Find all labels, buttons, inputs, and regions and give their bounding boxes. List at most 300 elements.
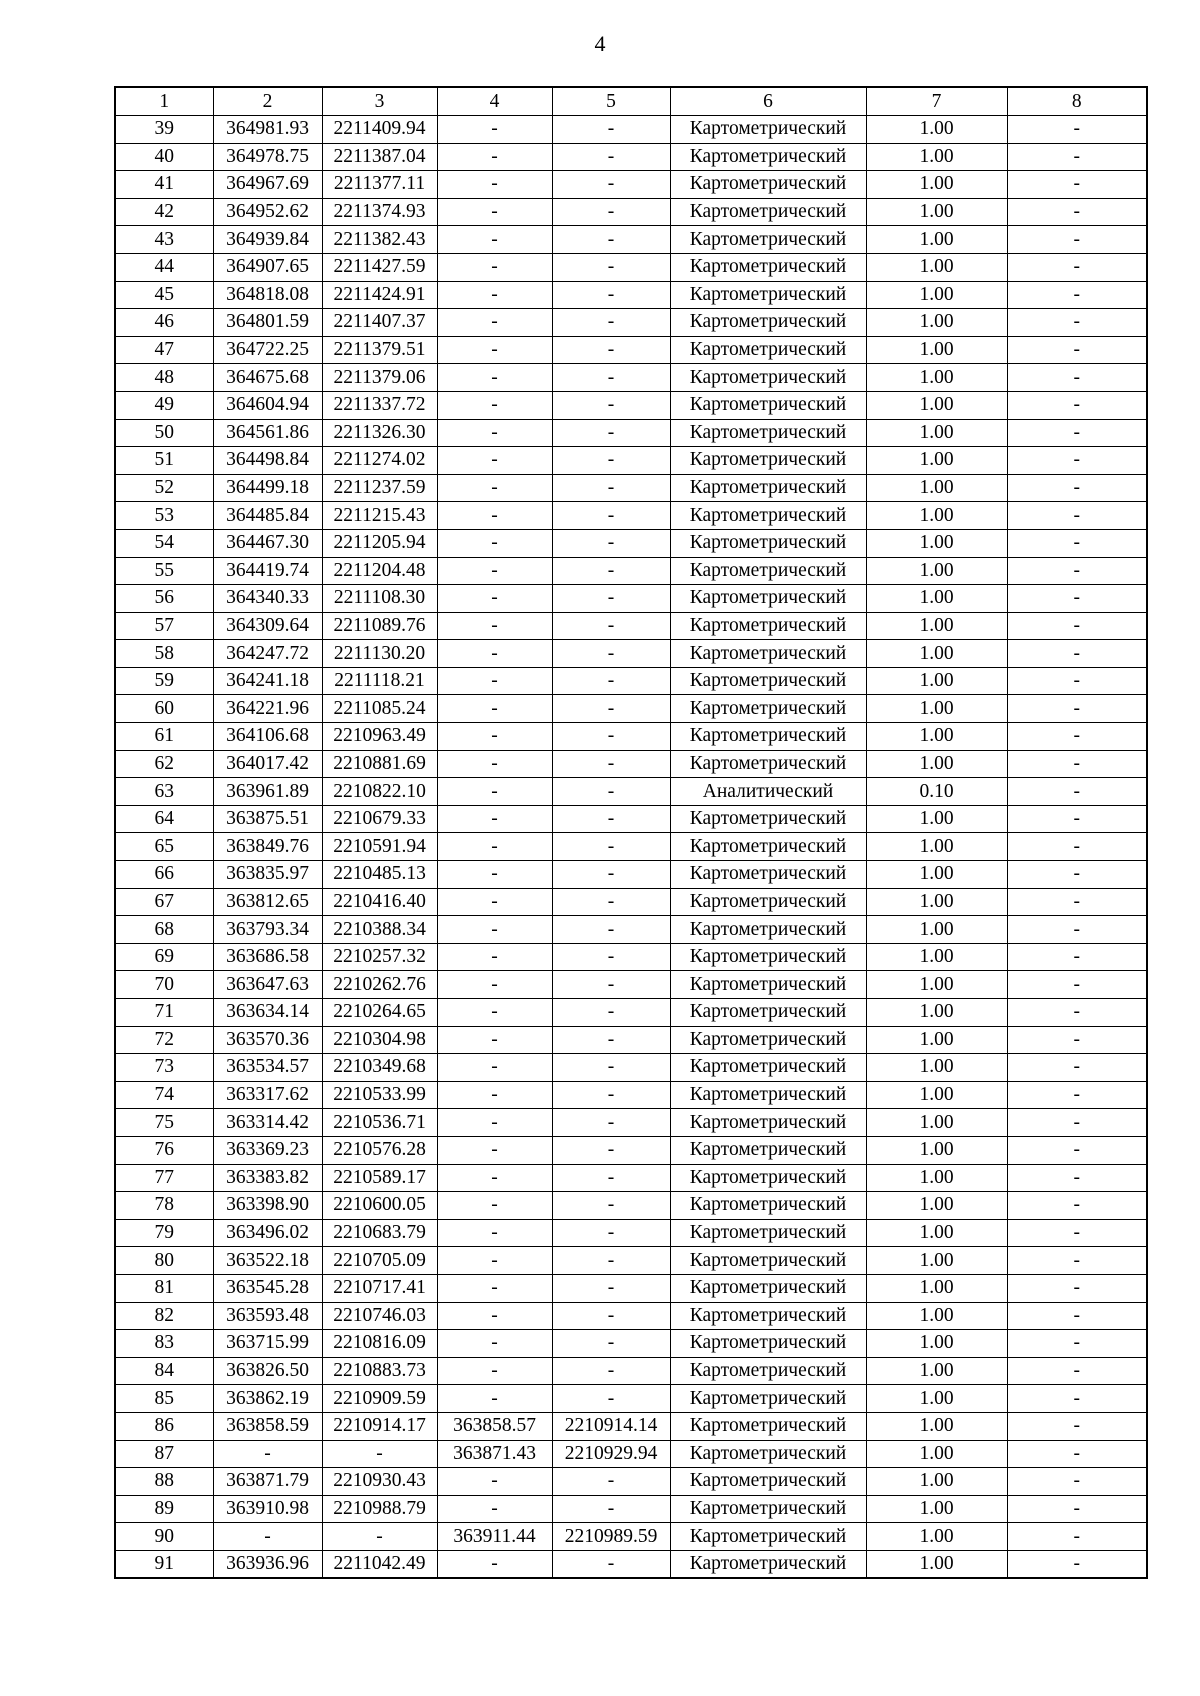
table-row [115,1385,1147,1413]
cell-point-number: 45 [115,281,213,309]
cell-x-coordinate: 363875.51 [213,805,322,833]
cell-y-coordinate: 2211382.43 [322,226,437,254]
cell-description: - [1007,1054,1147,1082]
table-row [115,364,1147,392]
cell-x-coordinate-new: - [437,198,552,226]
cell-y-coordinate: 2210705.09 [322,1247,437,1275]
table-row [115,695,1147,723]
cell-x-coordinate-new: 363871.43 [437,1440,552,1468]
cell-point-number: 68 [115,916,213,944]
table-row [115,1330,1147,1358]
cell-accuracy: 1.00 [866,833,1007,861]
cell-accuracy: 1.00 [866,226,1007,254]
cell-y-coordinate-new: - [552,529,670,557]
cell-y-coordinate: 2211379.51 [322,336,437,364]
cell-x-coordinate: 363862.19 [213,1385,322,1413]
cell-accuracy: 1.00 [866,1302,1007,1330]
cell-y-coordinate-new: - [552,1357,670,1385]
cell-description: - [1007,502,1147,530]
cell-description: - [1007,1274,1147,1302]
table-row [115,253,1147,281]
cell-method: Картометрический [670,1219,866,1247]
cell-x-coordinate-new: - [437,1550,552,1578]
cell-x-coordinate-new: - [437,1081,552,1109]
cell-x-coordinate-new: - [437,612,552,640]
cell-point-number: 70 [115,971,213,999]
cell-x-coordinate-new: - [437,640,552,668]
cell-point-number: 41 [115,171,213,199]
cell-method: Картометрический [670,1495,866,1523]
cell-method: Картометрический [670,171,866,199]
cell-description: - [1007,336,1147,364]
column-header-8: 8 [1007,87,1147,116]
table-row [115,1136,1147,1164]
cell-accuracy: 1.00 [866,861,1007,889]
cell-point-number: 48 [115,364,213,392]
table-row [115,1081,1147,1109]
cell-point-number: 50 [115,419,213,447]
cell-accuracy: 1.00 [866,502,1007,530]
cell-y-coordinate: 2211089.76 [322,612,437,640]
cell-y-coordinate-new: - [552,1192,670,1220]
cell-x-coordinate-new: - [437,1109,552,1137]
cell-point-number: 74 [115,1081,213,1109]
cell-point-number: 57 [115,612,213,640]
cell-y-coordinate: 2211215.43 [322,502,437,530]
cell-x-coordinate-new: 363911.44 [437,1523,552,1551]
cell-method: Картометрический [670,143,866,171]
cell-x-coordinate-new: - [437,833,552,861]
table-row [115,585,1147,613]
cell-x-coordinate: 364247.72 [213,640,322,668]
cell-x-coordinate-new: - [437,778,552,806]
cell-point-number: 62 [115,750,213,778]
cell-description: - [1007,474,1147,502]
cell-method: Картометрический [670,474,866,502]
cell-point-number: 84 [115,1357,213,1385]
cell-accuracy: 1.00 [866,1495,1007,1523]
cell-method: Картометрический [670,1136,866,1164]
table-row [115,1412,1147,1440]
table-row [115,971,1147,999]
cell-x-coordinate-new: - [437,1385,552,1413]
cell-accuracy: 1.00 [866,1247,1007,1275]
table-row [115,1274,1147,1302]
cell-y-coordinate-new: - [552,1274,670,1302]
cell-y-coordinate: 2210909.59 [322,1385,437,1413]
cell-x-coordinate-new: - [437,999,552,1027]
cell-x-coordinate: 364801.59 [213,309,322,337]
cell-x-coordinate: 364498.84 [213,447,322,475]
cell-x-coordinate: 364340.33 [213,585,322,613]
cell-y-coordinate: 2210388.34 [322,916,437,944]
cell-x-coordinate-new: - [437,1247,552,1275]
cell-y-coordinate-new: - [552,612,670,640]
table-row [115,805,1147,833]
cell-method: Картометрический [670,888,866,916]
cell-description: - [1007,999,1147,1027]
cell-point-number: 54 [115,529,213,557]
column-header-4: 4 [437,87,552,116]
cell-y-coordinate: 2210930.43 [322,1468,437,1496]
cell-y-coordinate-new: - [552,1219,670,1247]
cell-x-coordinate-new: - [437,1136,552,1164]
cell-x-coordinate: 364722.25 [213,336,322,364]
cell-description: - [1007,1523,1147,1551]
cell-y-coordinate-new: - [552,750,670,778]
cell-y-coordinate: - [322,1523,437,1551]
cell-x-coordinate-new: - [437,116,552,144]
cell-x-coordinate: 363961.89 [213,778,322,806]
cell-y-coordinate: 2210304.98 [322,1026,437,1054]
cell-x-coordinate-new: - [437,391,552,419]
cell-point-number: 82 [115,1302,213,1330]
cell-description: - [1007,1136,1147,1164]
cell-y-coordinate-new: - [552,833,670,861]
column-header-3: 3 [322,87,437,116]
cell-method: Картометрический [670,336,866,364]
cell-point-number: 39 [115,116,213,144]
cell-y-coordinate: 2211085.24 [322,695,437,723]
table-row [115,1495,1147,1523]
cell-point-number: 75 [115,1109,213,1137]
table-row [115,1192,1147,1220]
table-row [115,1109,1147,1137]
cell-y-coordinate-new: - [552,916,670,944]
cell-y-coordinate-new: - [552,1081,670,1109]
cell-x-coordinate-new: 363858.57 [437,1412,552,1440]
cell-method: Картометрический [670,1357,866,1385]
cell-accuracy: 1.00 [866,1330,1007,1358]
cell-accuracy: 1.00 [866,1136,1007,1164]
table-row [115,640,1147,668]
cell-x-coordinate: 363570.36 [213,1026,322,1054]
cell-method: Картометрический [670,1026,866,1054]
cell-description: - [1007,1192,1147,1220]
cell-x-coordinate-new: - [437,1192,552,1220]
cell-point-number: 59 [115,667,213,695]
cell-accuracy: 1.00 [866,1550,1007,1578]
cell-description: - [1007,585,1147,613]
cell-point-number: 52 [115,474,213,502]
cell-point-number: 73 [115,1054,213,1082]
cell-method: Картометрический [670,281,866,309]
cell-accuracy: 1.00 [866,116,1007,144]
cell-y-coordinate: 2210683.79 [322,1219,437,1247]
cell-method: Картометрический [670,419,866,447]
cell-accuracy: 1.00 [866,1412,1007,1440]
cell-method: Картометрический [670,971,866,999]
cell-point-number: 56 [115,585,213,613]
cell-method: Картометрический [670,943,866,971]
table-row [115,1523,1147,1551]
cell-method: Картометрический [670,861,866,889]
cell-method: Картометрический [670,1440,866,1468]
cell-y-coordinate-new: - [552,695,670,723]
page-number: 4 [594,31,606,56]
cell-point-number: 49 [115,391,213,419]
table-row [115,667,1147,695]
cell-x-coordinate: 364939.84 [213,226,322,254]
cell-accuracy: 1.00 [866,916,1007,944]
cell-x-coordinate: 363858.59 [213,1412,322,1440]
cell-x-coordinate: 364106.68 [213,723,322,751]
cell-x-coordinate-new: - [437,226,552,254]
cell-method: Картометрический [670,529,866,557]
cell-accuracy: 1.00 [866,143,1007,171]
cell-method: Картометрический [670,557,866,585]
cell-description: - [1007,778,1147,806]
cell-y-coordinate-new: - [552,1385,670,1413]
cell-accuracy: 1.00 [866,1164,1007,1192]
cell-y-coordinate: 2210746.03 [322,1302,437,1330]
cell-description: - [1007,1495,1147,1523]
cell-description: - [1007,833,1147,861]
cell-accuracy: 1.00 [866,971,1007,999]
table-row [115,1440,1147,1468]
cell-description: - [1007,1026,1147,1054]
cell-method: Картометрический [670,1192,866,1220]
cell-description: - [1007,1247,1147,1275]
cell-x-coordinate-new: - [437,943,552,971]
cell-y-coordinate-new: - [552,667,670,695]
cell-accuracy: 1.00 [866,695,1007,723]
cell-accuracy: 1.00 [866,585,1007,613]
table-row [115,309,1147,337]
cell-description: - [1007,805,1147,833]
cell-x-coordinate-new: - [437,1054,552,1082]
cell-x-coordinate: 364952.62 [213,198,322,226]
cell-method: Картометрический [670,226,866,254]
cell-y-coordinate-new: - [552,309,670,337]
cell-method: Картометрический [670,640,866,668]
cell-y-coordinate-new: - [552,888,670,916]
cell-point-number: 64 [115,805,213,833]
cell-accuracy: 1.00 [866,1109,1007,1137]
cell-y-coordinate: 2211108.30 [322,585,437,613]
cell-method: Аналитический [670,778,866,806]
cell-method: Картометрический [670,723,866,751]
cell-y-coordinate: 2210262.76 [322,971,437,999]
cell-description: - [1007,116,1147,144]
cell-y-coordinate: 2210679.33 [322,805,437,833]
table-row [115,391,1147,419]
cell-point-number: 85 [115,1385,213,1413]
cell-y-coordinate: 2210822.10 [322,778,437,806]
cell-description: - [1007,1330,1147,1358]
cell-accuracy: 1.00 [866,888,1007,916]
cell-y-coordinate-new: - [552,116,670,144]
cell-x-coordinate-new: - [437,723,552,751]
table-row [115,198,1147,226]
cell-accuracy: 1.00 [866,529,1007,557]
cell-point-number: 91 [115,1550,213,1578]
cell-method: Картометрический [670,1081,866,1109]
cell-method: Картометрический [670,391,866,419]
table-row [115,336,1147,364]
cell-y-coordinate-new: - [552,171,670,199]
cell-y-coordinate-new: - [552,1054,670,1082]
cell-y-coordinate-new: 2210929.94 [552,1440,670,1468]
cell-y-coordinate-new: - [552,474,670,502]
cell-point-number: 88 [115,1468,213,1496]
cell-point-number: 83 [115,1330,213,1358]
cell-method: Картометрический [670,364,866,392]
cell-x-coordinate: 364604.94 [213,391,322,419]
cell-point-number: 67 [115,888,213,916]
cell-point-number: 69 [115,943,213,971]
cell-x-coordinate-new: - [437,1330,552,1358]
cell-y-coordinate-new: - [552,281,670,309]
cell-method: Картометрический [670,1468,866,1496]
cell-point-number: 76 [115,1136,213,1164]
cell-method: Картометрический [670,695,866,723]
cell-x-coordinate: 363812.65 [213,888,322,916]
cell-x-coordinate: 364675.68 [213,364,322,392]
cell-x-coordinate: 363715.99 [213,1330,322,1358]
cell-y-coordinate-new: - [552,1550,670,1578]
cell-y-coordinate-new: - [552,1164,670,1192]
cell-point-number: 44 [115,253,213,281]
cell-x-coordinate: 363545.28 [213,1274,322,1302]
cell-method: Картометрический [670,1550,866,1578]
cell-x-coordinate-new: - [437,805,552,833]
cell-y-coordinate: 2210416.40 [322,888,437,916]
cell-method: Картометрический [670,612,866,640]
cell-x-coordinate: 363398.90 [213,1192,322,1220]
cell-description: - [1007,1109,1147,1137]
cell-x-coordinate-new: - [437,1219,552,1247]
cell-y-coordinate: 2211427.59 [322,253,437,281]
cell-x-coordinate: 364818.08 [213,281,322,309]
cell-accuracy: 1.00 [866,419,1007,447]
table-row [115,1054,1147,1082]
cell-x-coordinate: 363849.76 [213,833,322,861]
cell-y-coordinate: 2210264.65 [322,999,437,1027]
cell-description: - [1007,750,1147,778]
cell-y-coordinate-new: - [552,1136,670,1164]
cell-accuracy: 1.00 [866,1468,1007,1496]
cell-accuracy: 0.10 [866,778,1007,806]
cell-x-coordinate: 363314.42 [213,1109,322,1137]
cell-accuracy: 1.00 [866,640,1007,668]
cell-y-coordinate-new: - [552,640,670,668]
cell-x-coordinate-new: - [437,474,552,502]
cell-x-coordinate-new: - [437,502,552,530]
cell-y-coordinate-new: 2210989.59 [552,1523,670,1551]
column-header-1: 1 [115,87,213,116]
cell-point-number: 47 [115,336,213,364]
cell-y-coordinate-new: - [552,971,670,999]
cell-description: - [1007,557,1147,585]
cell-description: - [1007,1219,1147,1247]
cell-y-coordinate: 2211337.72 [322,391,437,419]
cell-y-coordinate: 2211274.02 [322,447,437,475]
table-row [115,1219,1147,1247]
cell-point-number: 81 [115,1274,213,1302]
cell-x-coordinate: 363910.98 [213,1495,322,1523]
cell-accuracy: 1.00 [866,171,1007,199]
cell-x-coordinate: 363496.02 [213,1219,322,1247]
cell-description: - [1007,667,1147,695]
cell-method: Картометрический [670,1523,866,1551]
cell-y-coordinate: 2211118.21 [322,667,437,695]
cell-y-coordinate-new: - [552,447,670,475]
cell-x-coordinate: 363647.63 [213,971,322,999]
cell-method: Картометрический [670,309,866,337]
cell-y-coordinate-new: - [552,253,670,281]
cell-y-coordinate-new: - [552,1302,670,1330]
cell-point-number: 72 [115,1026,213,1054]
cell-accuracy: 1.00 [866,336,1007,364]
table-row [115,226,1147,254]
cell-description: - [1007,943,1147,971]
cell-y-coordinate-new: - [552,1468,670,1496]
column-header-5: 5 [552,87,670,116]
cell-y-coordinate-new: - [552,1026,670,1054]
cell-x-coordinate-new: - [437,1164,552,1192]
cell-x-coordinate: 363634.14 [213,999,322,1027]
cell-y-coordinate-new: - [552,226,670,254]
cell-accuracy: 1.00 [866,1192,1007,1220]
cell-x-coordinate-new: - [437,281,552,309]
table-row [115,281,1147,309]
cell-accuracy: 1.00 [866,723,1007,751]
cell-accuracy: 1.00 [866,1357,1007,1385]
cell-x-coordinate-new: - [437,171,552,199]
cell-x-coordinate: 363826.50 [213,1357,322,1385]
cell-y-coordinate-new: - [552,1330,670,1358]
cell-x-coordinate: 364981.93 [213,116,322,144]
table-row [115,171,1147,199]
cell-point-number: 79 [115,1219,213,1247]
cell-x-coordinate: 364561.86 [213,419,322,447]
cell-method: Картометрический [670,585,866,613]
table-row [115,116,1147,144]
cell-y-coordinate-new: - [552,585,670,613]
cell-description: - [1007,695,1147,723]
cell-description: - [1007,916,1147,944]
cell-description: - [1007,171,1147,199]
cell-point-number: 42 [115,198,213,226]
cell-accuracy: 1.00 [866,805,1007,833]
cell-description: - [1007,143,1147,171]
cell-y-coordinate-new: - [552,1247,670,1275]
cell-y-coordinate: 2211374.93 [322,198,437,226]
cell-description: - [1007,226,1147,254]
cell-y-coordinate: 2210485.13 [322,861,437,889]
table-row [115,999,1147,1027]
table-row [115,778,1147,806]
cell-description: - [1007,888,1147,916]
cell-x-coordinate: 364485.84 [213,502,322,530]
cell-method: Картометрический [670,805,866,833]
cell-x-coordinate-new: - [437,1274,552,1302]
cell-x-coordinate: 364467.30 [213,529,322,557]
cell-x-coordinate: 364309.64 [213,612,322,640]
cell-x-coordinate-new: - [437,750,552,778]
cell-y-coordinate: 2210881.69 [322,750,437,778]
cell-description: - [1007,253,1147,281]
cell-description: - [1007,1412,1147,1440]
cell-description: - [1007,971,1147,999]
cell-description: - [1007,529,1147,557]
cell-accuracy: 1.00 [866,253,1007,281]
cell-x-coordinate: 363835.97 [213,861,322,889]
cell-y-coordinate: 2211204.48 [322,557,437,585]
cell-method: Картометрический [670,1412,866,1440]
cell-x-coordinate-new: - [437,309,552,337]
